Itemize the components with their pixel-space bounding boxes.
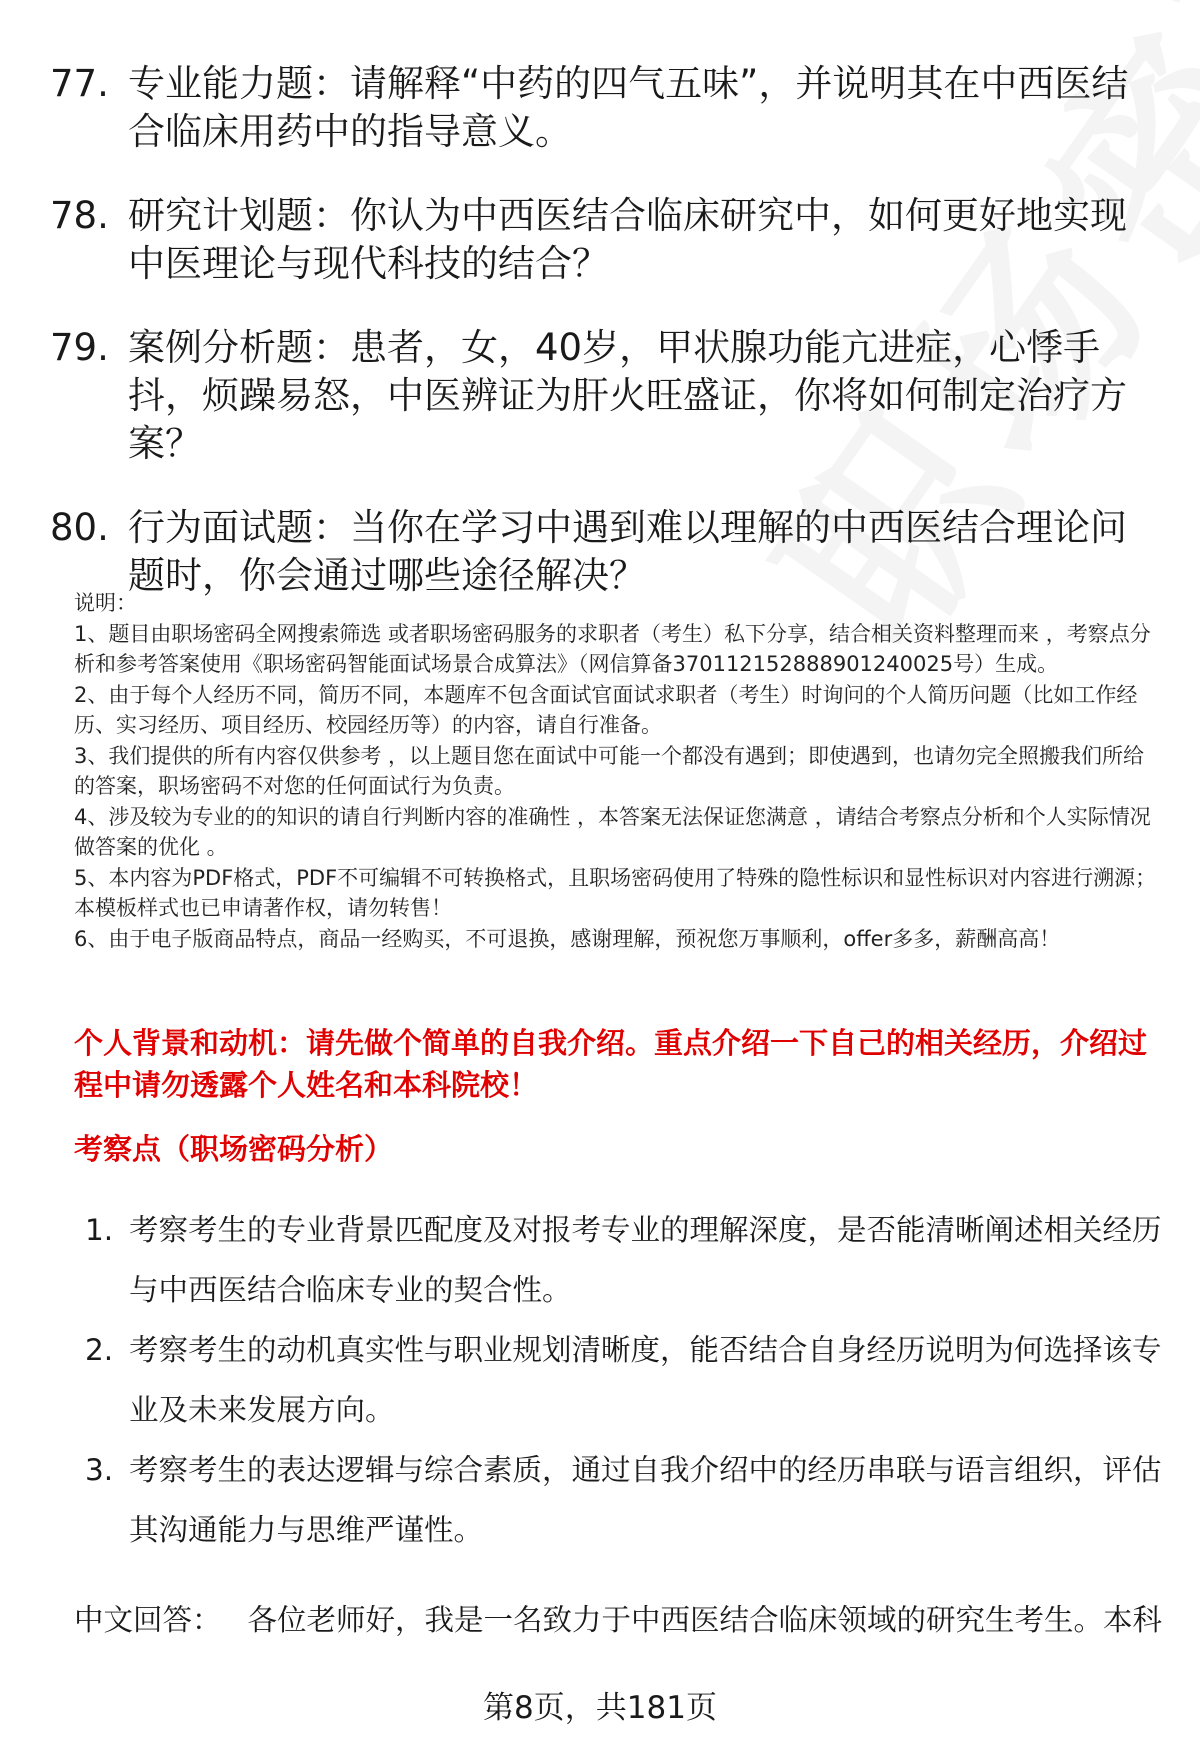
question-text: 研究计划题：你认为中西医结合临床研究中，如何更好地实现中医理论与现代科技的结合？ (128, 194, 1127, 285)
analysis-points (85, 1200, 1165, 1560)
point-text: 考察考生的专业背景匹配度及对报考专业的理解深度，是否能清晰阐述相关经历与中西医结合临床专业的契合性。 (129, 1213, 1162, 1307)
notes-section (74, 588, 1164, 954)
answer-text: 各位老师好，我是一名致力于中西医结合临床领域的研究生考生。本科 (247, 1603, 1163, 1637)
note-item: 6、由于电子版商品特点，商品一经购买，不可退换，感谢理解，预祝您万事顺利，offer多多，薪酬高高！ (74, 926, 1061, 951)
point-item (85, 1320, 1165, 1440)
note-item: 2、由于每个人经历不同，简历不同，本题库不包含面试官面试求职者（考生）时询问的个人简历问题（比如工作经历、实习经历、项目经历、校园经历等）的内容，请自行准备。 (74, 682, 1138, 737)
page-number: 第8页，共181页 (483, 1690, 717, 1726)
point-number: 3. (85, 1453, 114, 1487)
question-number: 77. (50, 62, 109, 105)
question-text: 专业能力题：请解释“中药的四气五味”，并说明其在中西医结合临床用药中的指导意义。 (128, 62, 1129, 153)
question-text: 案例分析题：患者，女，40岁，甲状腺功能亢进症，心悸手抖，烦躁易怒，中医辨证为肝火旺盛证，你将如何制定治疗方案？ (128, 326, 1127, 465)
point-item (85, 1440, 1165, 1560)
question-number: 80. (50, 506, 109, 549)
question-text: 行为面试题：当你在学习中遇到难以理解的中西医结合理论问题时，你会通过哪些途径解决？ (128, 506, 1127, 597)
answer-section (74, 1600, 1174, 1640)
question-number: 78. (50, 194, 109, 237)
point-number: 1. (85, 1213, 114, 1247)
point-text: 考察考生的表达逻辑与综合素质，通过自我介绍中的经历串联与语言组织，评估其沟通能力与思维严谨性。 (129, 1453, 1162, 1547)
notes-title: 说明： (74, 591, 137, 615)
note-item: 5、本内容为PDF格式，PDF不可编辑不可转换格式，且职场密码使用了特殊的隐性标识和显性标识对内容进行溯源；本模板样式也已申请著作权，请勿转售！ (74, 865, 1157, 920)
question-number: 79. (50, 326, 109, 369)
point-text: 考察考生的动机真实性与职业规划清晰度，能否结合自身经历说明为何选择该专业及未来发展方向。 (129, 1333, 1162, 1427)
points-heading: 考察点（职场密码分析） (74, 1132, 394, 1166)
note-item: 1、题目由职场密码全网搜索筛选 或者职场密码服务的求职者（考生）私下分享，结合相关资料整理而来 ，考察点分析和参考答案使用《职场密码智能面试场景合成算法》（网信算备370112152888901240025号）生成。 (74, 621, 1151, 676)
point-number: 2. (85, 1333, 114, 1367)
question-item (50, 324, 1150, 468)
section-heading: 个人背景和动机：请先做个简单的自我介绍。重点介绍一下自己的相关经历，介绍过程中请勿透露个人姓名和本科院校！ (74, 1026, 1148, 1102)
question-item (50, 60, 1150, 156)
answer-label: 中文回答： (74, 1603, 222, 1637)
question-item (50, 192, 1150, 288)
note-item: 4、涉及较为专业的的知识的请自行判断内容的准确性 ，本答案无法保证您满意 ，请结合考察点分析和个人实际情况做答案的优化 。 (74, 804, 1151, 859)
note-item: 3、我们提供的所有内容仅供参考 ，以上题目您在面试中可能一个都没有遇到；即使遇到，也请勿完全照搬我们所给的答案，职场密码不对您的任何面试行为负责。 (74, 743, 1145, 798)
point-item (85, 1200, 1165, 1320)
question-list (50, 60, 1150, 636)
question-item (50, 504, 1150, 600)
